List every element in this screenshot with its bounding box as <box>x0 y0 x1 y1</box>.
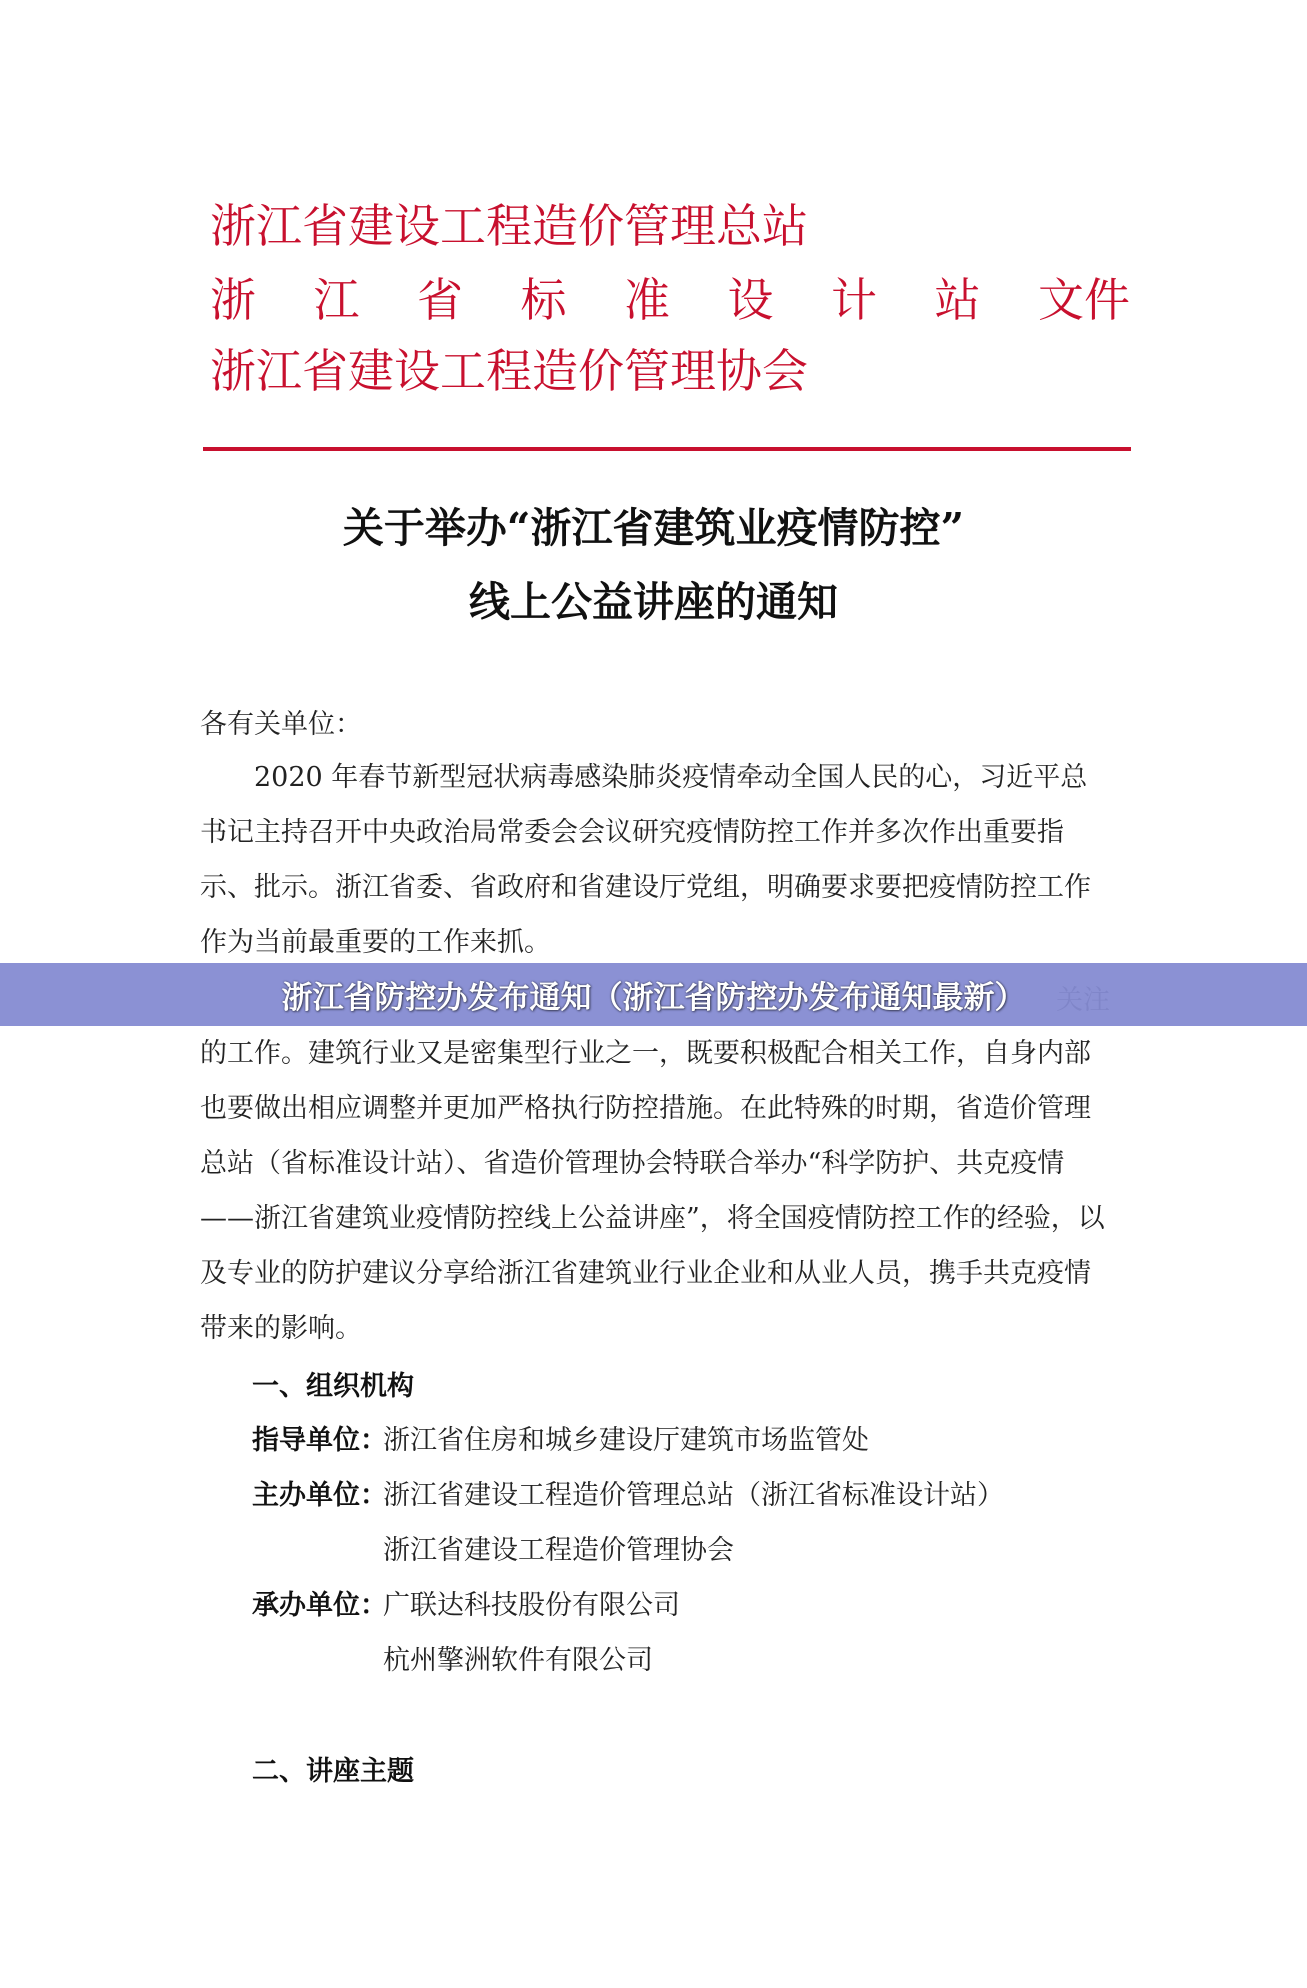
issuer-char: 浙 <box>210 273 256 327</box>
document-title-line-1: 关于举办“浙江省建筑业疫情防控” <box>342 504 965 552</box>
host-unit-label: 主办单位： <box>252 1480 387 1511</box>
issuer-line-3: 浙江省建设工程造价管理协会 <box>210 344 808 398</box>
banner-title: 浙江省防控办发布通知（浙江省防控办发布通知最新） <box>281 980 1026 1016</box>
header-divider <box>203 447 1131 451</box>
issuer-document-word: 文件 <box>1038 273 1130 327</box>
issuer-char: 计 <box>831 273 877 327</box>
issuer-char: 江 <box>313 273 360 327</box>
organizer-unit-label: 承办单位： <box>252 1590 387 1621</box>
guide-unit-label: 指导单位： <box>252 1425 387 1456</box>
title-banner <box>0 963 1307 1026</box>
salutation: 各有关单位： <box>200 709 362 740</box>
body-paragraph-1: 2020 年春节新型冠状病毒感染肺炎疫情牵动全国人民的心，习近平总书记主持召开中央政治局常委会会议研究疫情防控工作并多次作出重要指示、批示。浙江省委、省政府和省建设厅党组，明确要求要把疫情防控工作作为当前最重要的工作来抓。 <box>200 762 1091 958</box>
host-unit-value-2: 浙江省建设工程造价管理协会 <box>383 1535 734 1566</box>
document-title-line-2: 线上公益讲座的通知 <box>469 578 838 626</box>
issuer-char: 站 <box>934 273 981 327</box>
issuer-char: 省 <box>417 273 463 327</box>
body-paragraph-2: 的工作。建筑行业又是密集型行业之一，既要积极配合相关工作，自身内部也要做出相应调整并更加严格执行防控措施。在此特殊的时期，省造价管理总站（省标准设计站）、省造价管理协会特联合举办“科学防护、共克疫情——浙江省建筑业疫情防控线上公益讲座”，将全国疫情防控工作的经验，以及专业的防护建议分享给浙江省建筑业行业企业和从业人员，携手共克疫情带来的影响。 <box>200 1038 1105 1344</box>
issuer-char: 准 <box>624 273 670 327</box>
guide-unit-value: 浙江省住房和城乡建设厅建筑市场监管处 <box>383 1425 869 1456</box>
issuer-char: 标 <box>520 273 567 327</box>
host-unit-value-1: 浙江省建设工程造价管理总站（浙江省标准设计站） <box>383 1480 1004 1511</box>
section-heading-organization: 一、组织机构 <box>252 1371 414 1402</box>
organizer-unit-value-2: 杭州擎洲软件有限公司 <box>383 1645 653 1676</box>
issuer-line-1: 浙江省建设工程造价管理总站 <box>210 199 808 253</box>
issuer-line-2 <box>210 272 1130 328</box>
issuer-char: 设 <box>727 273 774 327</box>
organizer-unit-value-1: 广联达科技股份有限公司 <box>383 1590 680 1621</box>
section-heading-topic: 二、讲座主题 <box>252 1756 414 1787</box>
